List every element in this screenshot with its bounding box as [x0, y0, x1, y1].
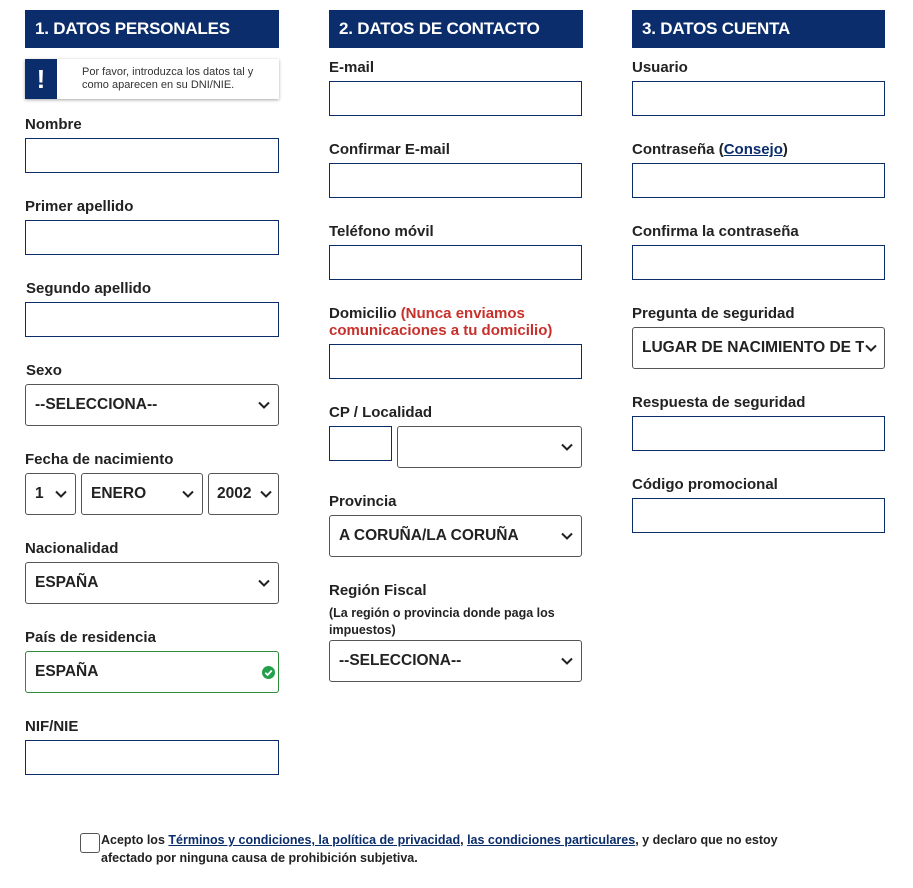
usuario-label: Usuario	[632, 59, 688, 76]
provincia-select[interactable]	[329, 515, 582, 557]
usuario-input[interactable]	[632, 81, 885, 116]
provincia-value: A CORUÑA/LA CORUÑA	[339, 527, 519, 544]
security-question-value: LUGAR DE NACIMIENTO DE TU	[642, 339, 876, 356]
security-answer-label: Respuesta de seguridad	[632, 394, 806, 411]
account-data-column	[632, 10, 885, 493]
nombre-label: Nombre	[25, 116, 82, 133]
nif-nie-label: NIF/NIE	[25, 718, 79, 735]
password-label-text: Contraseña	[632, 141, 715, 158]
confirm-email-input[interactable]	[329, 163, 582, 198]
terms-text	[101, 831, 821, 867]
chevron-down-icon	[560, 529, 574, 543]
telefono-input[interactable]	[329, 245, 582, 280]
terms-separator: ,	[460, 833, 468, 847]
particular-conditions-link[interactable]: las condiciones particulares	[467, 833, 636, 847]
dni-notice	[25, 59, 279, 99]
region-fiscal-note: (La región o provincia donde paga los impuestos)	[329, 606, 555, 637]
birth-month-value: ENERO	[91, 485, 147, 502]
region-fiscal-label: Región Fiscal	[329, 582, 427, 599]
password-label	[632, 141, 788, 158]
terms-checkbox[interactable]	[80, 833, 100, 853]
cp-input[interactable]	[329, 426, 392, 461]
telefono-label: Teléfono móvil	[329, 223, 434, 240]
account-data-header: 3. DATOS CUENTA	[632, 10, 885, 48]
security-answer-input[interactable]	[632, 416, 885, 451]
nacionalidad-value: ESPAÑA	[35, 574, 99, 591]
personal-data-header: 1. DATOS PERSONALES	[25, 10, 279, 48]
birth-year-select[interactable]	[208, 473, 279, 515]
pais-residencia-label: País de residencia	[25, 629, 156, 646]
pais-residencia-select[interactable]	[25, 651, 279, 693]
security-question-label: Pregunta de seguridad	[632, 305, 795, 322]
birth-month-select[interactable]	[81, 473, 203, 515]
promo-code-input[interactable]	[632, 498, 885, 533]
birth-year-value: 2002	[217, 485, 252, 502]
personal-data-column	[25, 10, 279, 735]
pais-residencia-value: ESPAÑA	[35, 663, 99, 680]
sexo-select[interactable]	[25, 384, 279, 426]
terms-prefix: Acepto los	[101, 833, 169, 847]
domicilio-note: (Nunca enviamos comunicaciones a tu domicilio)	[329, 305, 553, 339]
nacionalidad-label: Nacionalidad	[25, 540, 119, 557]
security-question-select[interactable]	[632, 327, 885, 369]
consejo-link[interactable]: Consejo	[723, 141, 783, 158]
terms-privacy-link[interactable]: Términos y condiciones, la política de privacidad	[168, 833, 461, 847]
password-tip-open: (	[714, 141, 724, 158]
chevron-down-icon	[181, 487, 195, 501]
primer-apellido-label: Primer apellido	[25, 198, 134, 215]
terms-suffix: , y declaro que no estoy afectado por ninguna causa de prohibición subjetiva.	[101, 833, 778, 865]
nif-nie-input[interactable]	[25, 740, 279, 775]
exclamation-icon: !	[25, 59, 57, 99]
chevron-down-icon	[257, 576, 271, 590]
domicilio-label	[329, 305, 583, 339]
region-fiscal-value: --SELECCIONA--	[339, 652, 462, 669]
contact-data-header: 2. DATOS DE CONTACTO	[329, 10, 583, 48]
domicilio-input[interactable]	[329, 344, 582, 379]
chevron-down-icon	[54, 487, 68, 501]
confirm-password-label: Confirma la contraseña	[632, 223, 799, 240]
nacionalidad-select[interactable]	[25, 562, 279, 604]
sexo-label: Sexo	[26, 362, 62, 379]
promo-code-label: Código promocional	[632, 476, 778, 493]
password-input[interactable]	[632, 163, 885, 198]
chevron-down-icon	[259, 487, 273, 501]
domicilio-label-text: Domicilio	[329, 305, 397, 322]
email-input[interactable]	[329, 81, 582, 116]
sexo-select-value: --SELECCIONA--	[35, 396, 158, 413]
nombre-input[interactable]	[25, 138, 279, 173]
chevron-down-icon	[257, 398, 271, 412]
chevron-down-icon	[560, 654, 574, 668]
birth-day-select[interactable]	[25, 473, 76, 515]
segundo-apellido-input[interactable]	[25, 302, 279, 337]
password-tip-close: )	[782, 141, 788, 158]
provincia-label: Provincia	[329, 493, 397, 510]
email-label: E-mail	[329, 59, 375, 76]
cp-localidad-label: CP / Localidad	[329, 404, 433, 421]
birth-day-value: 1	[35, 485, 44, 502]
contact-data-column	[329, 10, 583, 669]
segundo-apellido-label: Segundo apellido	[26, 280, 152, 297]
check-circle-icon	[262, 666, 275, 679]
primer-apellido-input[interactable]	[25, 220, 279, 255]
fecha-nacimiento-label: Fecha de nacimiento	[25, 451, 174, 468]
chevron-down-icon	[560, 440, 574, 454]
chevron-down-icon	[864, 341, 878, 355]
confirm-email-label: Confirmar E-mail	[329, 141, 450, 158]
dni-notice-text: Por favor, introduzca los datos tal y como aparecen en su DNI/NIE.	[82, 66, 254, 91]
localidad-select[interactable]	[397, 426, 582, 468]
region-fiscal-select[interactable]	[329, 640, 582, 682]
confirm-password-input[interactable]	[632, 245, 885, 280]
